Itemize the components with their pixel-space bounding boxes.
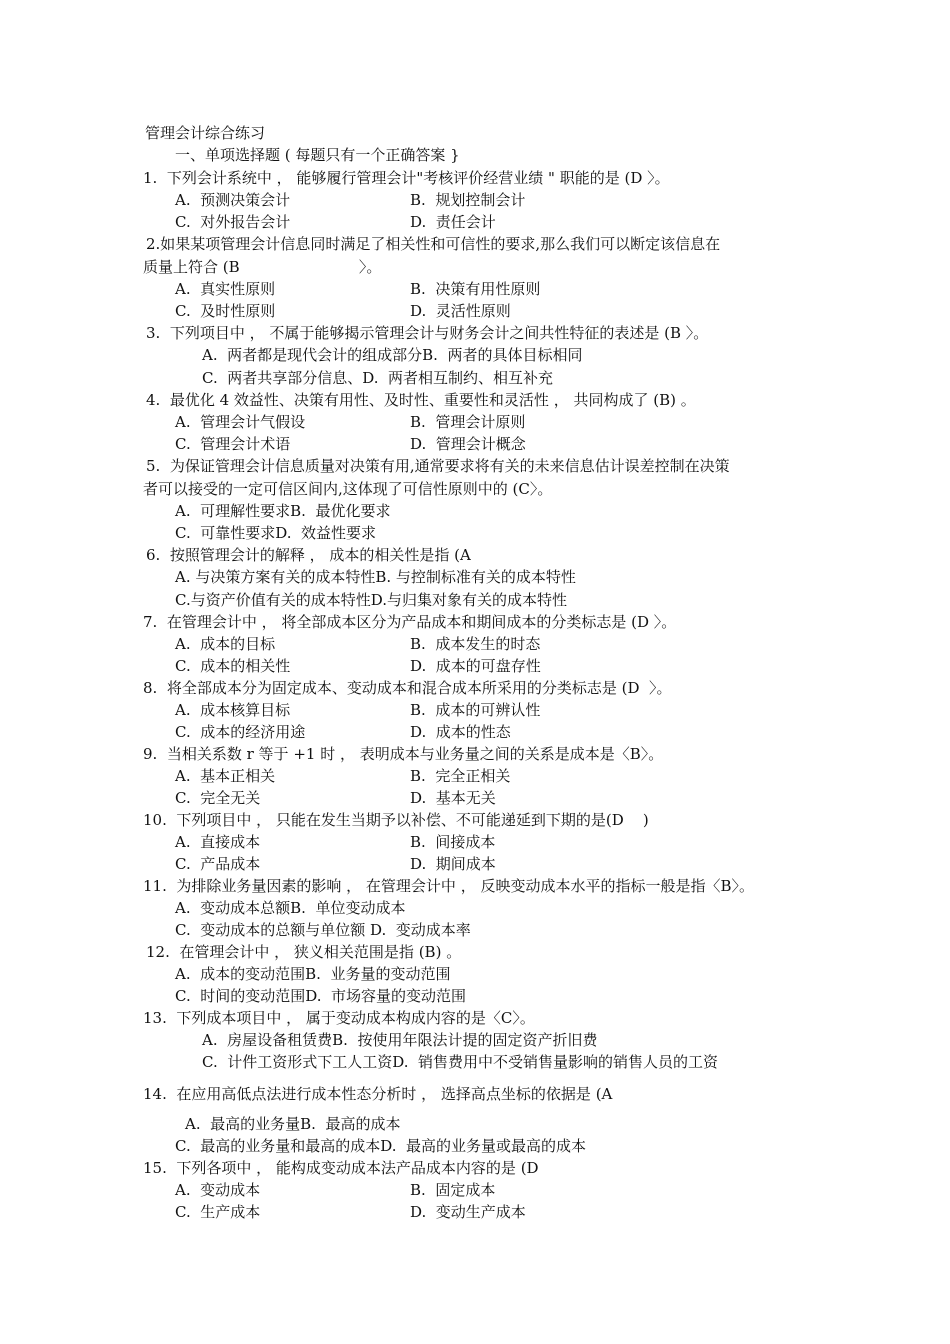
question-stem: 10. 下列项目中 ， 只能在发生当期予以补偿、不可能递延到下期的是(D ) <box>143 811 649 829</box>
question-stem: 者可以接受的一定可信区间内,这体现了可信性原则中的 (C〉。 <box>143 480 553 498</box>
option: D. 成本的性态 <box>410 723 511 741</box>
option: C. 计件工资形式下工人工资D. 销售费用中不受销售量影响的销售人员的工资 <box>202 1053 719 1071</box>
option: B. 决策有用性原则 <box>410 280 541 298</box>
option: D. 基本无关 <box>410 789 496 807</box>
option: D. 期间成本 <box>410 855 496 873</box>
option: B. 成本发生的时态 <box>410 635 541 653</box>
option: A. 基本正相关 <box>175 767 276 785</box>
option: A. 成本核算目标 <box>175 701 291 719</box>
question-stem: 9. 当相关系数 r 等于 +1 时 ， 表明成本与业务量之间的关系是成本是〈B〉。 <box>143 745 664 763</box>
option: B. 成本的可辨认性 <box>410 701 541 719</box>
question-stem: 4. 最优化 4 效益性、决策有用性、及时性、重要性和灵活性 ， 共同构成了 (B) 。 <box>146 391 696 409</box>
option: A. 可理解性要求B. 最优化要求 <box>175 502 391 520</box>
question-stem: 14. 在应用高低点法进行成本性态分析时 ， 选择高点坐标的依据是 (A <box>143 1085 613 1103</box>
question-stem: 8. 将全部成本分为固定成本、变动成本和混合成本所采用的分类标志是 (D 〉。 <box>143 679 672 697</box>
option: A. 最高的业务量B. 最高的成本 <box>185 1115 401 1133</box>
section-heading: 一、单项选择题 ( 每题只有一个正确答案 } <box>175 146 460 164</box>
option: D. 成本的可盘存性 <box>410 657 541 675</box>
option: A. 成本的目标 <box>175 635 276 653</box>
option: C. 成本的相关性 <box>175 657 291 675</box>
option: C. 可靠性要求D. 效益性要求 <box>175 524 377 542</box>
option: A. 两者都是现代会计的组成部分B. 两者的具体目标相同 <box>202 346 583 364</box>
option: A. 真实性原则 <box>175 280 276 298</box>
option: C. 变动成本的总额与单位额 D. 变动成本率 <box>175 921 471 939</box>
option: C. 及时性原则 <box>175 302 276 320</box>
option: A. 预测决策会计 <box>175 191 291 209</box>
option: B. 管理会计原则 <box>410 413 526 431</box>
question-stem: 质量上符合 (B 〉。 <box>143 258 382 276</box>
option: C. 时间的变动范围D. 市场容量的变动范围 <box>175 987 467 1005</box>
option: A. 管理会计气假设 <box>175 413 306 431</box>
option: C. 最高的业务量和最高的成本D. 最高的业务量或最高的成本 <box>175 1137 587 1155</box>
question-stem: 12. 在管理会计中 ， 狭义相关范围是指 (B) 。 <box>146 943 462 961</box>
option: C. 管理会计术语 <box>175 435 291 453</box>
option: B. 固定成本 <box>410 1181 496 1199</box>
option: C. 生产成本 <box>175 1203 261 1221</box>
option: A. 与决策方案有关的成本特性B. 与控制标准有关的成本特性 <box>175 568 576 586</box>
option: B. 间接成本 <box>410 833 496 851</box>
option: C.与资产价值有关的成本特性D.与归集对象有关的成本特性 <box>175 591 567 609</box>
option: D. 变动生产成本 <box>410 1203 526 1221</box>
document-title: 管理会计综合练习 <box>145 124 266 142</box>
question-stem: 3. 下列项目中 ， 不属于能够揭示管理会计与财务会计之间共性特征的表述是 (B 〉。 <box>146 324 709 342</box>
option: D. 管理会计概念 <box>410 435 526 453</box>
question-stem: 13. 下列成本项目中 ， 属于变动成本构成内容的是〈C〉。 <box>143 1009 535 1027</box>
option: D. 责任会计 <box>410 213 496 231</box>
question-stem: 2.如果某项管理会计信息同时满足了相关性和可信性的要求,那么我们可以断定该信息在 <box>146 235 721 253</box>
option: A. 成本的变动范围B. 业务量的变动范围 <box>175 965 451 983</box>
option: C. 完全无关 <box>175 789 261 807</box>
question-stem: 1. 下列会计系统中 ， 能够履行管理会计"考核评价经营业绩 " 职能的是 (D 〉。 <box>143 169 670 187</box>
option: A. 直接成本 <box>175 833 261 851</box>
question-stem: 5. 为保证管理会计信息质量对决策有用,通常要求将有关的未来信息估计误差控制在决策 <box>146 457 730 475</box>
option: D. 灵活性原则 <box>410 302 511 320</box>
question-stem: 11. 为排除业务量因素的影响 ， 在管理会计中 ， 反映变动成本水平的指标一般是指〈B〉。 <box>143 877 754 895</box>
option: C. 两者共享部分信息、D. 两者相互制约、相互补充 <box>202 369 554 387</box>
option: C. 成本的经济用途 <box>175 723 306 741</box>
option: A. 变动成本 <box>175 1181 261 1199</box>
option: C. 产品成本 <box>175 855 261 873</box>
option: A. 变动成本总额B. 单位变动成本 <box>175 899 406 917</box>
option: C. 对外报告会计 <box>175 213 291 231</box>
question-stem: 7. 在管理会计中 ， 将全部成本区分为产品成本和期间成本的分类标志是 (D 〉。 <box>143 613 677 631</box>
question-stem: 6. 按照管理会计的解释 ， 成本的相关性是指 (A <box>146 546 471 564</box>
question-stem: 15. 下列各项中 ， 能构成变动成本法产品成本内容的是 (D <box>143 1159 539 1177</box>
option: B. 规划控制会计 <box>410 191 526 209</box>
option: A. 房屋设备租赁费B. 按使用年限法计提的固定资产折旧费 <box>202 1031 598 1049</box>
option: B. 完全正相关 <box>410 767 511 785</box>
